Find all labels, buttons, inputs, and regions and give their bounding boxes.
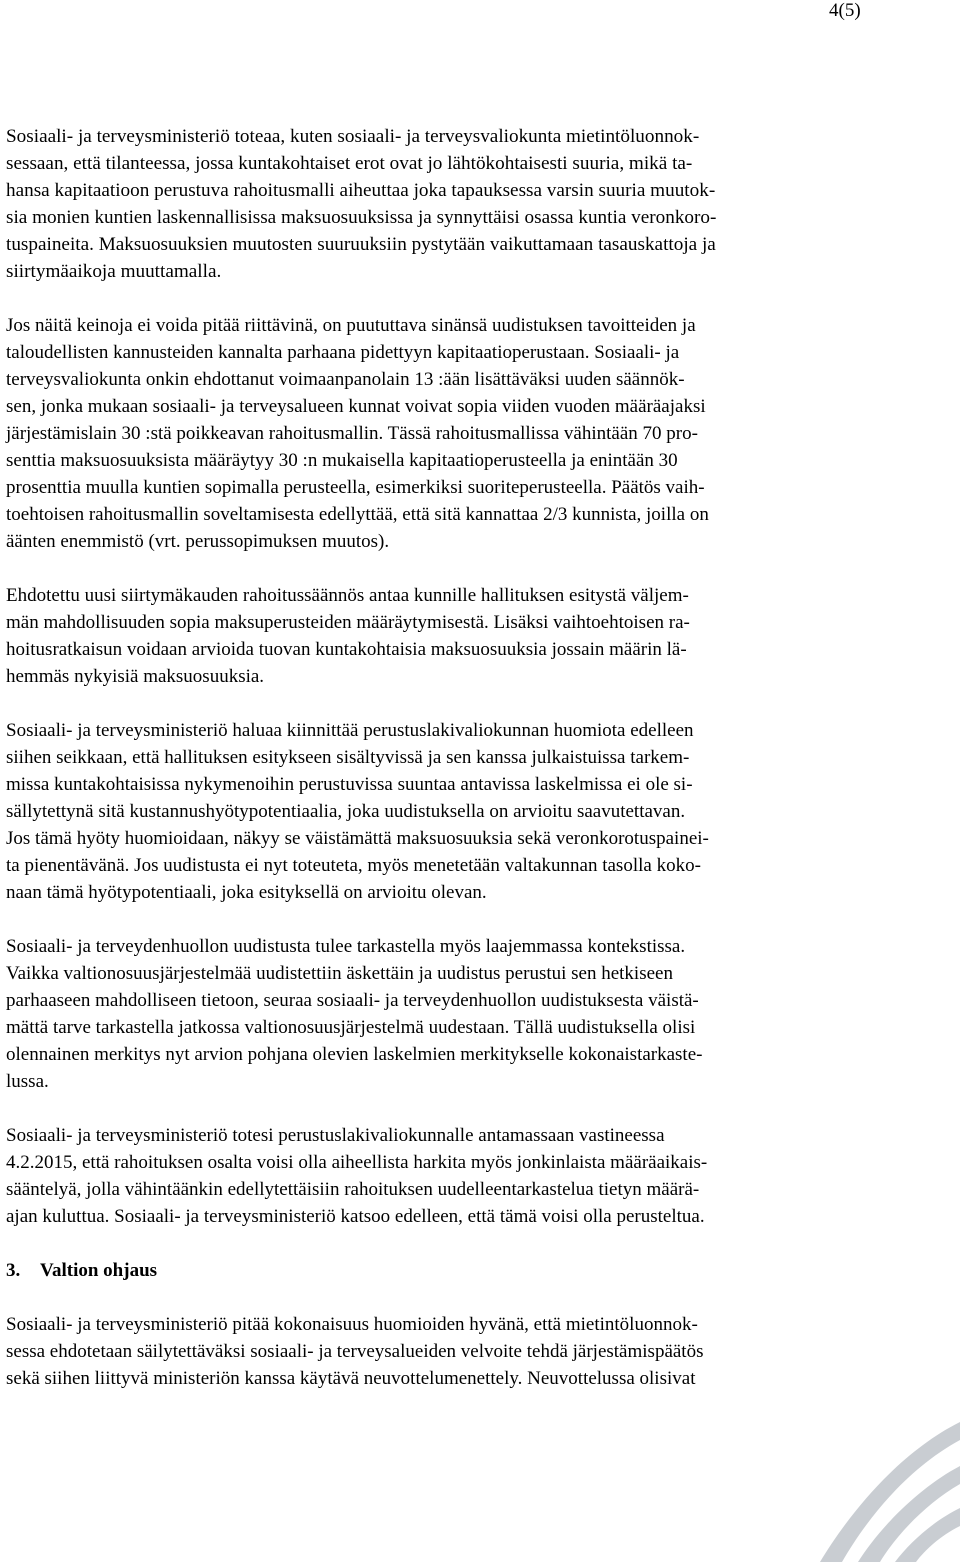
text-line: Sosiaali- ja terveydenhuollon uudistusta tulee tarkastella myös laajemmassa kontekstissa. (6, 936, 686, 957)
text-line: sia monien kuntien laskennallisissa maksuosuuksissa ja synnyttäisi osassa kuntia veronkoro- (6, 207, 717, 228)
paragraph-6 (6, 1122, 876, 1230)
text-line: toehtoisen rahoitusmallin soveltamisesta edellyttää, että sitä kannattaa 2/3 kunnista, joilla on (6, 504, 709, 525)
text-line: tuspaineita. Maksuosuuksien muutosten suuruuksiin pystytään vaikuttamaan tasauskattoja ja (6, 234, 716, 255)
paragraph-1 (6, 123, 876, 285)
text-line: sen, jonka mukaan sosiaali- ja terveysalueen kunnat voivat sopia viiden vuoden määräajaksi (6, 396, 706, 417)
text-line: parhaaseen mahdolliseen tietoon, seuraa sosiaali- ja terveydenhuollon uudistuksesta väistä- (6, 990, 699, 1011)
text-line: taloudellisten kannusteiden kannalta parhaana pidettyyn kapitaatioperustaan. Sosiaali- ja (6, 342, 680, 363)
text-line: hemmäs nykyisiä maksuosuuksia. (6, 666, 265, 687)
text-line: järjestämislain 30 :stä poikkeavan rahoitusmallin. Tässä rahoitusmallissa vähintään 70 pro- (6, 423, 698, 444)
text-line: sääntelyä, jolla vähintäänkin edellytettäisiin rahoituksen uudelleentarkastelua tietyn määrä- (6, 1179, 700, 1200)
paragraph-5 (6, 933, 876, 1095)
text-line: prosenttia muulla kuntien sopimalla perusteella, esimerkiksi suoriteperusteella. Päätös vaih- (6, 477, 705, 498)
text-line: sällytettynä sitä kustannushyötypotentiaalia, joka uudistuksella on arvioitu saavutettavan. (6, 801, 686, 822)
text-line: sessa ehdotetaan säilytettäväksi sosiaali- ja terveysalueiden velvoite tehdä järjestämispäätös (6, 1341, 704, 1362)
text-line: ta pienentävänä. Jos uudistusta ei nyt toteuteta, myös menetetään valtakunnan tasolla koko- (6, 855, 701, 876)
section-number: 3. (6, 1260, 21, 1281)
text-line: mättä tarve tarkastella jatkossa valtionosuusjärjestelmä uudestaan. Tällä uudistuksella olisi (6, 1017, 696, 1038)
text-line: Jos näitä keinoja ei voida pitää riittävinä, on puututtava sinänsä uudistuksen tavoitteiden ja (6, 315, 696, 336)
text-line: missa kuntakohtaisissa nykymenoihin perustuvissa suuntaa antavissa laskelmissa ei ole si- (6, 774, 693, 795)
section-heading (6, 1257, 876, 1284)
document-body (6, 123, 876, 1419)
text-line: hansa kapitaatioon perustuva rahoitusmalli aiheuttaa joka tapauksessa varsin suuria muutok- (6, 180, 716, 201)
text-line: Sosiaali- ja terveysministeriö haluaa kiinnittää perustuslakivaliokunnan huomiota edelleen (6, 720, 694, 741)
paragraph-3 (6, 582, 876, 690)
text-line: Sosiaali- ja terveysministeriö pitää kokonaisuus huomioiden hyvänä, että mietintöluonnok- (6, 1314, 698, 1335)
text-line: äänten enemmistö (vrt. perussopimuksen muutos). (6, 531, 390, 552)
text-line: ajan kuluttua. Sosiaali- ja terveysministeriö katsoo edelleen, että tämä voisi olla perusteltua. (6, 1206, 705, 1227)
logo-swoosh-icon (780, 1392, 960, 1562)
text-line: sessaan, että tilanteessa, jossa kuntakohtaiset erot ovat jo lähtökohtaisesti suuria, mikä ta- (6, 153, 693, 174)
swoosh-stripes (820, 1422, 960, 1562)
text-line: Sosiaali- ja terveysministeriö totesi perustuslakivaliokunnalle antamassaan vastineessa (6, 1125, 665, 1146)
text-line: Ehdotettu uusi siirtymäkauden rahoitussäännös antaa kunnille hallituksen esitystä väljem- (6, 585, 689, 606)
paragraph-4 (6, 717, 876, 906)
text-line: Vaikka valtionosuusjärjestelmää uudistettiin äskettäin ja uudistus perustui sen hetkiseen (6, 963, 673, 984)
section-title: Valtion ohjaus (40, 1260, 158, 1281)
paragraph-2 (6, 312, 876, 555)
text-line: 4.2.2015, että rahoituksen osalta voisi olla aiheellista harkita myös jonkinlaista määräaikais- (6, 1152, 708, 1173)
text-line: siirtymäaikoja muuttamalla. (6, 261, 222, 282)
text-line: terveysvaliokunta onkin ehdottanut voimaanpanolain 13 :ään lisättäväksi uuden säännök- (6, 369, 685, 390)
text-line: sekä siihen liittyvä ministeriön kanssa käytävä neuvottelumenettely. Neuvottelussa olisivat (6, 1368, 696, 1389)
text-line: naan tämä hyötypotentiaali, joka esityksellä on arvioitu olevan. (6, 882, 487, 903)
text-line: siihen seikkaan, että hallituksen esitykseen sisältyvissä ja sen kanssa julkaistuissa tarkem- (6, 747, 690, 768)
paragraph-final (6, 1311, 876, 1392)
text-line: lussa. (6, 1071, 49, 1092)
text-line: Jos tämä hyöty huomioidaan, näkyy se väistämättä maksuosuuksia sekä veronkorotuspainei- (6, 828, 709, 849)
text-line: Sosiaali- ja terveysministeriö toteaa, kuten sosiaali- ja terveysvaliokunta mietintöluonnok- (6, 126, 700, 147)
page-number: 4(5) (829, 0, 861, 21)
text-line: olennainen merkitys nyt arvion pohjana olevien laskelmien merkitykselle kokonaistarkaste- (6, 1044, 703, 1065)
text-line: senttia maksuosuuksista määräytyy 30 :n mukaisella kapitaatioperusteella ja enintään 30 (6, 450, 678, 471)
text-line: män mahdollisuuden sopia maksuperusteiden määräytymisestä. Lisäksi vaihtoehtoisen ra- (6, 612, 690, 633)
text-line: hoitusratkaisun voidaan arvioida tuovan kuntakohtaisia maksuosuuksia jossain määrin lä- (6, 639, 687, 660)
